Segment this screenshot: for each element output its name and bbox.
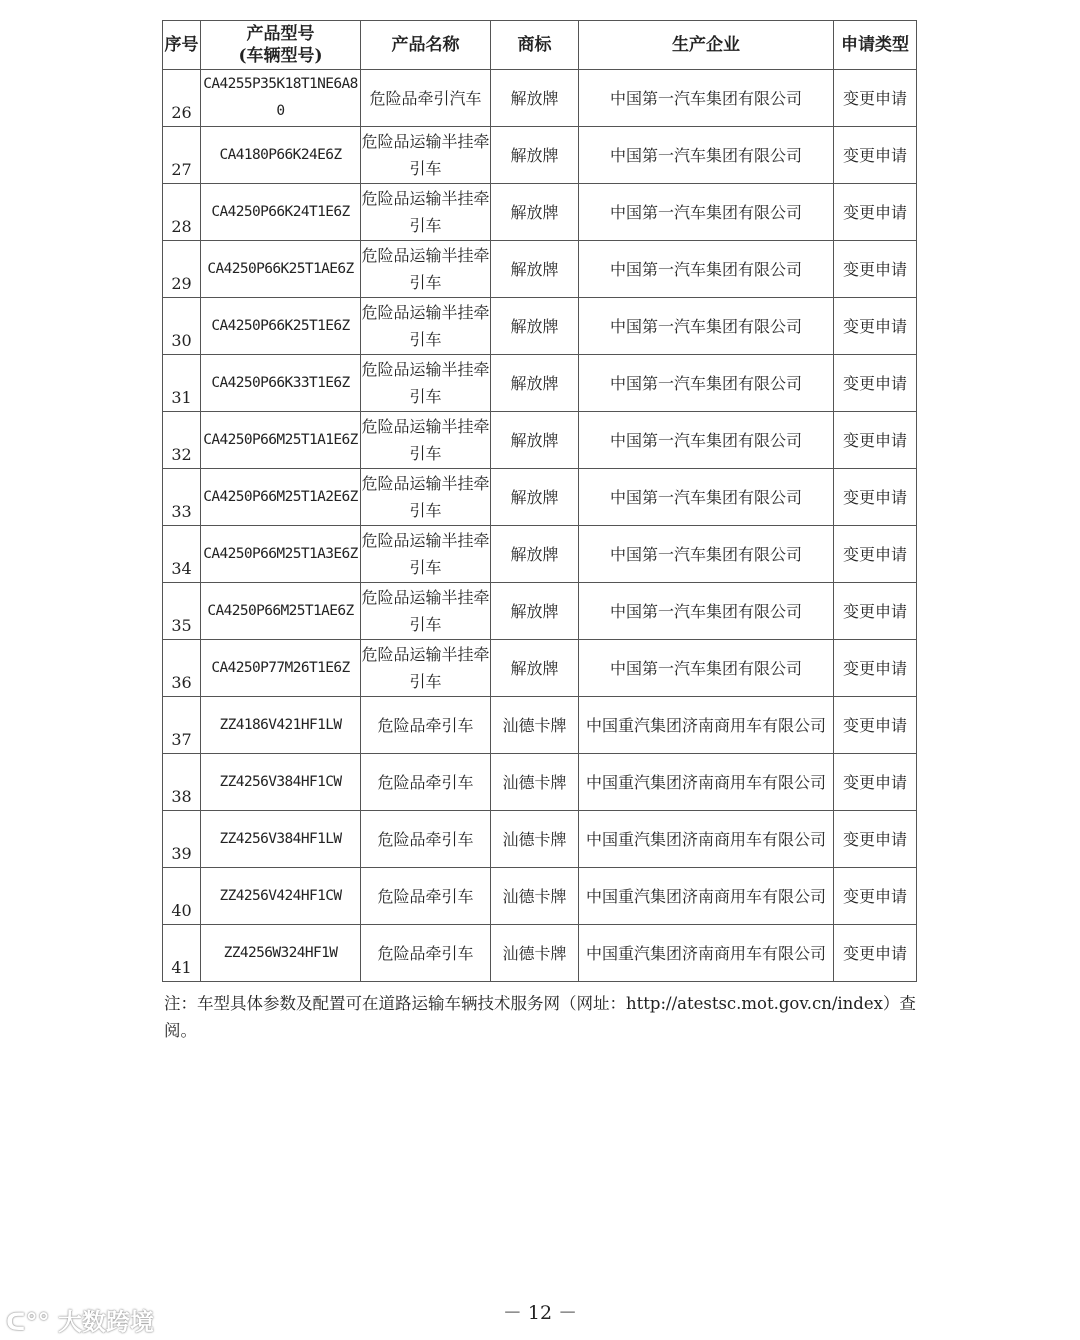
watermark-logo: ᑕ°° 大数跨境 <box>6 1308 154 1336</box>
row-product-name: 危险品运输半挂牵引车 <box>361 355 491 412</box>
row-product-name: 危险品运输半挂牵引车 <box>361 241 491 298</box>
header-company: 生产企业 <box>579 21 834 70</box>
row-product-name: 危险品牵引汽车 <box>361 70 491 127</box>
table-row <box>163 868 917 925</box>
row-seq: 37 <box>163 697 201 754</box>
row-seq: 38 <box>163 754 201 811</box>
row-application-type: 变更申请 <box>834 925 917 982</box>
row-model: ZZ4186V421HF1LW <box>201 697 361 754</box>
row-model: CA4250P66M25T1AE6Z <box>201 583 361 640</box>
table-row <box>163 811 917 868</box>
row-company: 中国第一汽车集团有限公司 <box>579 412 834 469</box>
row-application-type: 变更申请 <box>834 127 917 184</box>
row-brand: 汕德卡牌 <box>491 754 579 811</box>
row-model: CA4255P35K18T1NE6A80 <box>201 70 361 127</box>
row-application-type: 变更申请 <box>834 241 917 298</box>
row-brand: 解放牌 <box>491 184 579 241</box>
row-brand: 解放牌 <box>491 298 579 355</box>
row-application-type: 变更申请 <box>834 583 917 640</box>
row-brand: 解放牌 <box>491 412 579 469</box>
table-row <box>163 469 917 526</box>
row-seq: 41 <box>163 925 201 982</box>
row-model: CA4180P66K24E6Z <box>201 127 361 184</box>
table-row <box>163 70 917 127</box>
row-brand: 汕德卡牌 <box>491 868 579 925</box>
row-product-name: 危险品运输半挂牵引车 <box>361 184 491 241</box>
row-company: 中国第一汽车集团有限公司 <box>579 355 834 412</box>
row-model: CA4250P66M25T1A3E6Z <box>201 526 361 583</box>
row-application-type: 变更申请 <box>834 412 917 469</box>
row-seq: 26 <box>163 70 201 127</box>
header-application-type: 申请类型 <box>834 21 917 70</box>
watermark-text: 大数跨境 <box>57 1308 154 1336</box>
row-company: 中国第一汽车集团有限公司 <box>579 241 834 298</box>
row-company: 中国重汽集团济南商用车有限公司 <box>579 925 834 982</box>
row-company: 中国重汽集团济南商用车有限公司 <box>579 811 834 868</box>
row-company: 中国第一汽车集团有限公司 <box>579 127 834 184</box>
table-row <box>163 697 917 754</box>
row-model: CA4250P66M25T1A1E6Z <box>201 412 361 469</box>
page-number: － 12 － <box>502 1302 578 1324</box>
row-application-type: 变更申请 <box>834 184 917 241</box>
table-row <box>163 127 917 184</box>
table-header-row <box>163 21 917 70</box>
row-brand: 解放牌 <box>491 583 579 640</box>
row-company: 中国第一汽车集团有限公司 <box>579 298 834 355</box>
row-product-name: 危险品运输半挂牵引车 <box>361 583 491 640</box>
row-company: 中国第一汽车集团有限公司 <box>579 640 834 697</box>
row-model: CA4250P66K24T1E6Z <box>201 184 361 241</box>
row-seq: 39 <box>163 811 201 868</box>
row-seq: 36 <box>163 640 201 697</box>
row-model: ZZ4256V384HF1CW <box>201 754 361 811</box>
row-seq: 40 <box>163 868 201 925</box>
row-company: 中国第一汽车集团有限公司 <box>579 469 834 526</box>
row-model: ZZ4256V384HF1LW <box>201 811 361 868</box>
row-company: 中国第一汽车集团有限公司 <box>579 526 834 583</box>
row-seq: 31 <box>163 355 201 412</box>
table-row <box>163 754 917 811</box>
row-application-type: 变更申请 <box>834 754 917 811</box>
table-row <box>163 355 917 412</box>
row-seq: 27 <box>163 127 201 184</box>
row-seq: 35 <box>163 583 201 640</box>
row-brand: 解放牌 <box>491 469 579 526</box>
row-product-name: 危险品运输半挂牵引车 <box>361 640 491 697</box>
row-product-name: 危险品运输半挂牵引车 <box>361 469 491 526</box>
row-seq: 33 <box>163 469 201 526</box>
row-seq: 34 <box>163 526 201 583</box>
row-company: 中国第一汽车集团有限公司 <box>579 70 834 127</box>
table-row <box>163 583 917 640</box>
header-model: 产品型号 (车辆型号) <box>201 21 361 70</box>
header-brand: 商标 <box>491 21 579 70</box>
row-product-name: 危险品运输半挂牵引车 <box>361 412 491 469</box>
row-brand: 解放牌 <box>491 526 579 583</box>
row-brand: 解放牌 <box>491 355 579 412</box>
row-application-type: 变更申请 <box>834 469 917 526</box>
row-company: 中国重汽集团济南商用车有限公司 <box>579 697 834 754</box>
row-model: CA4250P66K25T1AE6Z <box>201 241 361 298</box>
table-row <box>163 412 917 469</box>
row-application-type: 变更申请 <box>834 526 917 583</box>
table-row <box>163 241 917 298</box>
row-application-type: 变更申请 <box>834 868 917 925</box>
row-model: CA4250P66K33T1E6Z <box>201 355 361 412</box>
table-row <box>163 526 917 583</box>
row-brand: 汕德卡牌 <box>491 811 579 868</box>
row-brand: 解放牌 <box>491 640 579 697</box>
table-row <box>163 184 917 241</box>
header-seq: 序号 <box>163 21 201 70</box>
row-product-name: 危险品牵引车 <box>361 697 491 754</box>
row-brand: 汕德卡牌 <box>491 697 579 754</box>
row-seq: 28 <box>163 184 201 241</box>
row-model: CA4250P77M26T1E6Z <box>201 640 361 697</box>
row-application-type: 变更申请 <box>834 355 917 412</box>
row-product-name: 危险品牵引车 <box>361 868 491 925</box>
header-product-name: 产品名称 <box>361 21 491 70</box>
table-row <box>163 640 917 697</box>
row-application-type: 变更申请 <box>834 640 917 697</box>
row-product-name: 危险品牵引车 <box>361 754 491 811</box>
row-company: 中国重汽集团济南商用车有限公司 <box>579 754 834 811</box>
table-row <box>163 298 917 355</box>
table-note: 注：车型具体参数及配置可在道路运输车辆技术服务网（网址：http://atestsc.mot.gov.cn/index）查阅。 <box>164 994 916 1040</box>
row-product-name: 危险品牵引车 <box>361 811 491 868</box>
row-model: ZZ4256V424HF1CW <box>201 868 361 925</box>
row-seq: 30 <box>163 298 201 355</box>
row-brand: 解放牌 <box>491 70 579 127</box>
vehicle-table <box>162 20 917 982</box>
row-model: CA4250P66K25T1E6Z <box>201 298 361 355</box>
row-product-name: 危险品运输半挂牵引车 <box>361 127 491 184</box>
row-company: 中国第一汽车集团有限公司 <box>579 583 834 640</box>
row-application-type: 变更申请 <box>834 298 917 355</box>
row-seq: 32 <box>163 412 201 469</box>
row-product-name: 危险品运输半挂牵引车 <box>361 298 491 355</box>
row-product-name: 危险品牵引车 <box>361 925 491 982</box>
row-brand: 解放牌 <box>491 127 579 184</box>
row-company: 中国重汽集团济南商用车有限公司 <box>579 868 834 925</box>
row-application-type: 变更申请 <box>834 811 917 868</box>
row-seq: 29 <box>163 241 201 298</box>
row-brand: 汕德卡牌 <box>491 925 579 982</box>
row-model: CA4250P66M25T1A2E6Z <box>201 469 361 526</box>
row-application-type: 变更申请 <box>834 697 917 754</box>
table-row <box>163 925 917 982</box>
row-model: ZZ4256W324HF1W <box>201 925 361 982</box>
row-product-name: 危险品运输半挂牵引车 <box>361 526 491 583</box>
row-application-type: 变更申请 <box>834 70 917 127</box>
row-brand: 解放牌 <box>491 241 579 298</box>
row-company: 中国第一汽车集团有限公司 <box>579 184 834 241</box>
